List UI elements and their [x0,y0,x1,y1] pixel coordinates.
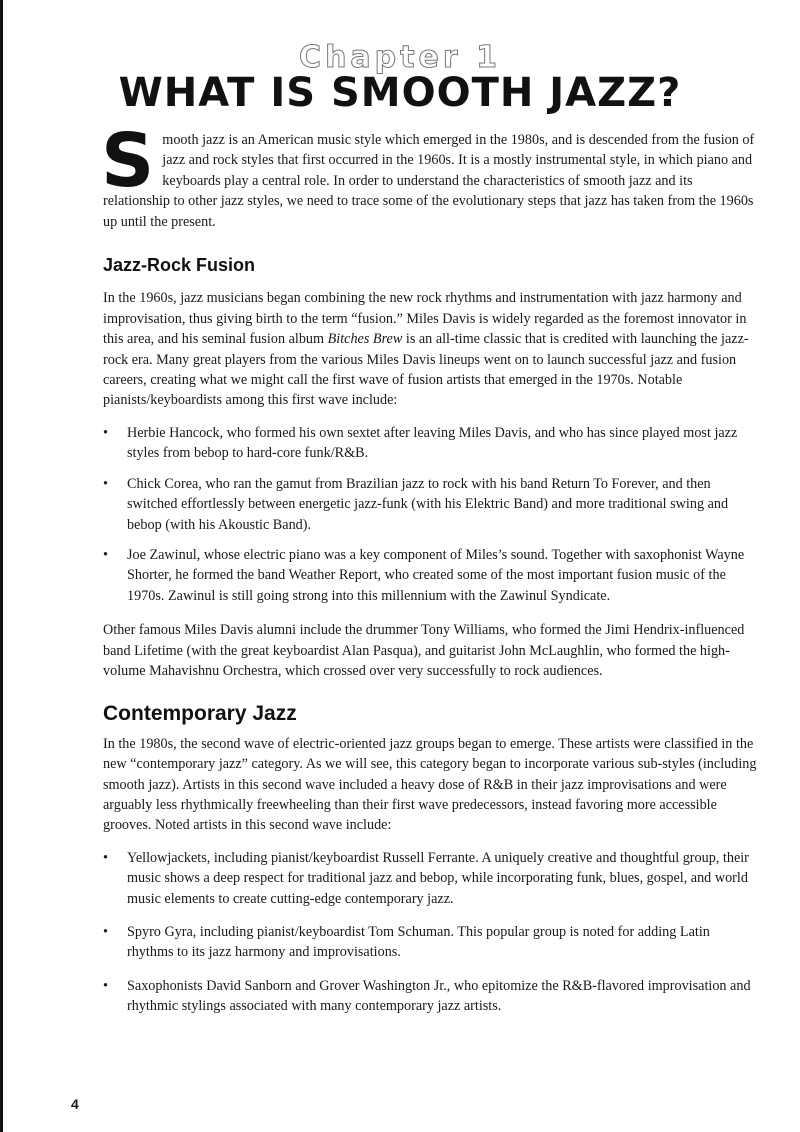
list-item [103,976,758,1017]
heading-contemporary-jazz: Contemporary Jazz [103,702,297,726]
list-item [103,545,758,606]
intro-text: mooth jazz is an American music style which emerged in the 1980s, and is descended from the fusion of jazz and rock styles that first occurred in the 1960s. It is a mostly instrumental style, in which piano and keyboards play a central role. In order to understand the characteristics of smooth jazz and its relationship to other jazz styles, we need to trace some of the evolutionary steps that jazz has taken from the 1960s up until the present. [103,132,755,230]
list-item [103,474,758,535]
bullet-icon: • [103,475,108,492]
list-item-text: Chick Corea, who ran the gamut from Brazilian jazz to rock with his band Return To Forever, and then switched effortlessly between energetic jazz-funk (with his Elektric Band) and more traditional swing and bebop (with his Akoustic Band). [127,475,729,533]
fusion-paragraph-text-1: In the 1960s, jazz musicians began combining the new rock rhythms and instrumentation with jazz harmony and improvisation, thus giving birth to the term “fusion.” Miles Davis is widely regarded as the foremost innovator in this area, and his seminal fusion album [103,290,747,348]
intro-paragraph [101,118,758,232]
fusion-artist-list [103,423,758,606]
list-item-text: Joe Zawinul, whose electric piano was a key component of Miles’s sound. Together with saxophonist Wayne Shorter, he formed the band Weather Report, who created some of the most important fusion music of the 1970s. Zawinul is still going strong into this millennium with the Zawinul Syndicate. [127,546,745,604]
page-content [101,118,758,1030]
page-number: 4 [71,1096,79,1112]
album-title: Bitches Brew [327,331,403,348]
fusion-paragraph [103,288,758,410]
fusion-paragraph-text-2: is an all-time classic that is credited with launching the jazz-rock era. Many great players from the various Miles Davis lineups went on to launch successful jazz and fusion careers, creating what we might call the first wave of fusion artists that emerged in the 1970s. Notable pianists/keyboardists among this first wave include: [103,331,749,409]
chapter-title: WHAT IS SMOOTH JAZZ? [118,70,682,116]
bullet-icon: • [103,977,108,994]
contemporary-artist-list [103,848,758,1017]
contemporary-paragraph: In the 1980s, the second wave of electric-oriented jazz groups began to emerge. These artists were classified in the new “contemporary jazz” category. As we will see, this category began to incorporate various sub-styles (including smooth jazz). Artists in this second wave included a heavy dose of R&B in their jazz improvisations and were arguably less rhythmically freewheeling than their first wave predecessors, instead favoring more accessible grooves. Noted artists in this second wave include: [103,735,757,834]
bullet-icon: • [103,924,108,940]
drop-cap: S [101,118,155,204]
list-item [103,423,758,464]
chapter-label: Chapter 1 [299,40,501,75]
list-item-text: Spyro Gyra, including pianist/keyboardist Tom Schuman. This popular group is noted for adding Latin rhythms to its jazz harmony and improvisations. [127,924,710,961]
bullet-icon: • [103,546,108,563]
list-item [103,922,758,963]
page-binding-edge [0,0,3,1132]
bullet-icon: • [103,424,108,441]
heading-jazz-rock-fusion: Jazz-Rock Fusion [103,255,256,276]
list-item-text: Yellowjackets, including pianist/keyboardist Russell Ferrante. A uniquely creative and thoughtful group, their music shows a deep respect for traditional jazz and bebop, while incorporating funk, blues, gospel, and world music elements to create cutting-edge contemporary jazz. [127,849,749,907]
list-item [103,848,758,909]
list-item-text: Saxophonists David Sanborn and Grover Washington Jr., who epitomize the R&B-flavored improvisation and rhythmic stylings associated with many contemporary jazz artists. [127,977,751,1015]
list-item-text: Herbie Hancock, who formed his own sextet after leaving Miles Davis, and who has since played most jazz styles from bebop to hard-core funk/R&B. [127,424,738,462]
bullet-icon: • [103,849,108,866]
fusion-closing-paragraph: Other famous Miles Davis alumni include the drummer Tony Williams, who formed the Jimi Hendrix-influenced band Lifetime (with the great keyboardist Alan Pasqua), and guitarist John McLaughlin, who formed the high-volume Mahavishnu Orchestra, which crossed over very successfully to rock audiences. [103,622,745,679]
